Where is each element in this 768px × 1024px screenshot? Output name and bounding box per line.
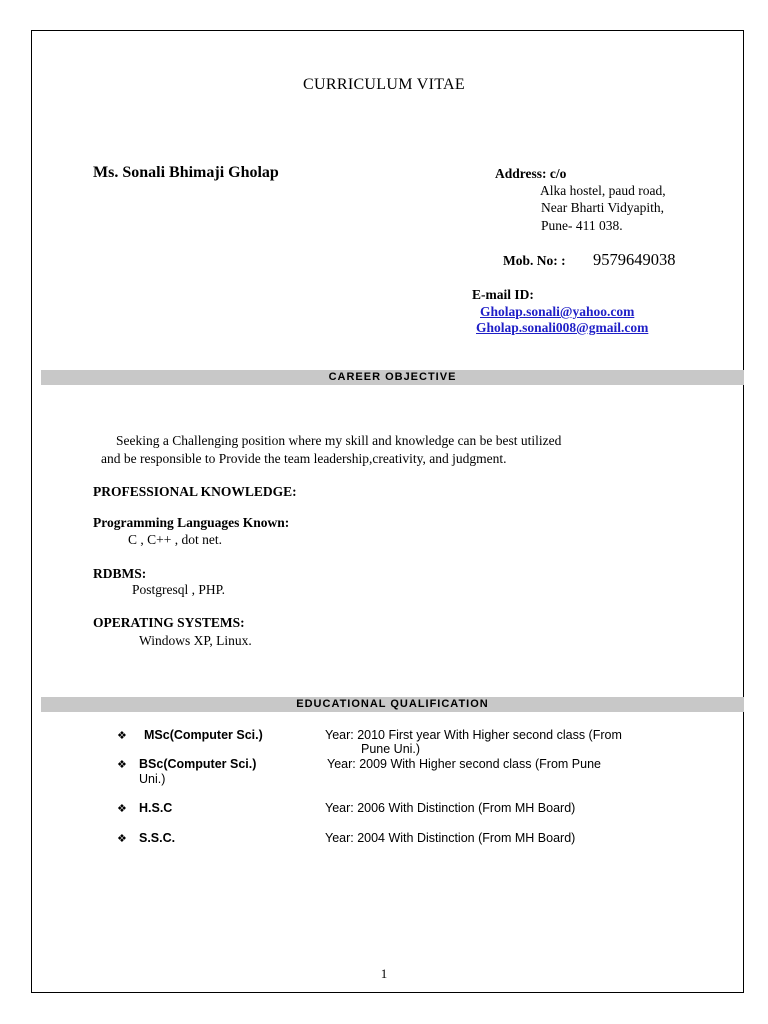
career-objective-heading: CAREER OBJECTIVE: [41, 370, 744, 385]
bullet-icon: ❖: [117, 730, 127, 742]
candidate-name: Ms. Sonali Bhimaji Gholap: [93, 164, 279, 181]
edu-detail-bsc-cont: Uni.): [139, 772, 166, 786]
address-line-3: Pune- 411 038.: [541, 218, 623, 233]
edu-detail-msc-cont: Pune Uni.): [361, 742, 421, 756]
professional-knowledge-heading: PROFESSIONAL KNOWLEDGE:: [93, 484, 297, 499]
email-link-gmail[interactable]: Gholap.sonali008@gmail.com: [476, 320, 649, 335]
email-link-yahoo[interactable]: Gholap.sonali@yahoo.com: [480, 304, 635, 319]
edu-detail-bsc: Year: 2009 With Higher second class (From Pune: [327, 757, 601, 771]
bullet-icon: ❖: [117, 833, 127, 845]
address-line-2: Near Bharti Vidyapith,: [541, 200, 665, 215]
edu-detail-msc: Year: 2010 First year With Higher second class (From: [325, 728, 622, 742]
education-heading: EDUCATIONAL QUALIFICATION: [41, 697, 744, 712]
email-label: E-mail ID:: [472, 287, 534, 302]
os-label: OPERATING SYSTEMS:: [93, 615, 245, 630]
os-value: Windows XP, Linux.: [139, 633, 252, 648]
mobile-number: 9579649038: [593, 250, 676, 269]
programming-label: Programming Languages Known:: [93, 515, 290, 530]
document-title: CURRICULUM VITAE: [303, 76, 465, 93]
bullet-icon: ❖: [117, 759, 127, 771]
page-number: 1: [380, 966, 388, 981]
bullet-icon: ❖: [117, 803, 127, 815]
edu-detail-ssc: Year: 2004 With Distinction (From MH Board): [325, 831, 576, 845]
objective-line-1: Seeking a Challenging position where my skill and knowledge can be best utilized: [116, 433, 562, 448]
edu-detail-hsc: Year: 2006 With Distinction (From MH Board): [325, 801, 576, 815]
rdbms-label: RDBMS:: [93, 566, 147, 581]
edu-degree-msc: MSc(Computer Sci.): [144, 728, 263, 742]
objective-line-2: and be responsible to Provide the team leadership,creativity, and judgment.: [101, 451, 507, 466]
programming-value: C , C++ , dot net.: [128, 532, 222, 547]
rdbms-value: Postgresql , PHP.: [132, 582, 226, 597]
address-line-1: Alka hostel, paud road,: [540, 183, 666, 198]
address-label: Address: c/o: [495, 166, 567, 181]
mobile-label: Mob. No: :: [503, 253, 566, 268]
edu-degree-hsc: H.S.C: [139, 801, 173, 815]
edu-degree-ssc: S.S.C.: [139, 831, 176, 845]
edu-degree-bsc: BSc(Computer Sci.): [139, 757, 257, 771]
